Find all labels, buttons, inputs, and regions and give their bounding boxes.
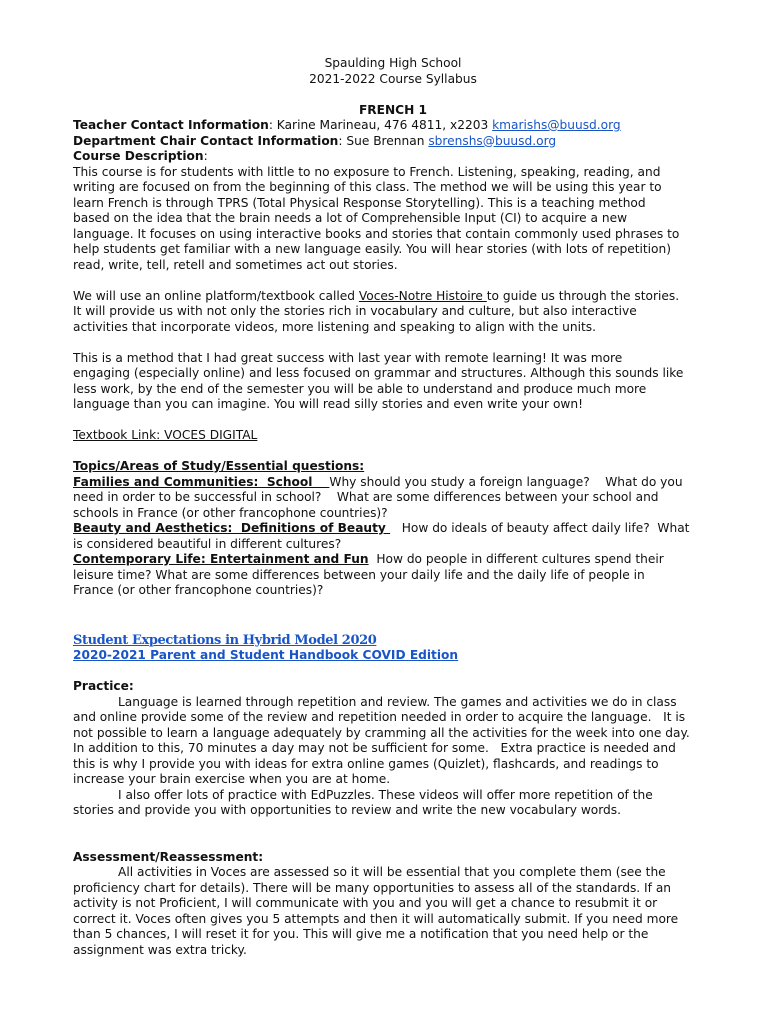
- assessment-line: assignment was extra tricky.: [73, 942, 247, 957]
- practice-line: increase your brain exercise when you are at home.: [73, 772, 391, 786]
- practice-line: this is why I provide you with ideas for extra online games (Quizlet), flashcards, and readings to: [73, 756, 659, 771]
- document-body: [73, 56, 713, 958]
- beauty-topic: [73, 521, 713, 537]
- syllabus-year: 2021-2022 Course Syllabus: [309, 71, 477, 86]
- voces-textbook-link[interactable]: Voces-Notre Histoire: [358, 288, 487, 303]
- topics-heading: Topics/Areas of Study/Essential questions:: [73, 459, 365, 473]
- method-line: This is a method that I had great success with last year with remote learning! It was more: [73, 350, 623, 365]
- practice-section: [73, 679, 713, 819]
- description-line: based on the idea that the brain needs a lot of Comprehensible Input (CI) to acquire a new: [73, 211, 628, 225]
- description-line: help students get familiar with a new language easily. You will hear stories (with lots of repetition): [73, 242, 671, 256]
- edpuzzle-line: stories and provide you with opportunities to review and write the new vocabulary words.: [73, 803, 622, 817]
- description-line: learn French is through TPRS (Total Physical Response Storytelling). This is a teaching method: [73, 195, 646, 210]
- families-topic: [73, 475, 713, 491]
- method-paragraph: [73, 351, 713, 413]
- life-label: Contemporary Life: Entertainment and Fun: [73, 552, 369, 566]
- expectations-link[interactable]: Student Expectations in Hybrid Model 2020: [73, 632, 377, 648]
- teacher-contact-text: : Karine Marineau, 476 4811, x2203: [268, 118, 493, 132]
- course-description-label: Course Description: [73, 149, 204, 163]
- beauty-line: is considered beautiful in different cultures?: [73, 536, 342, 551]
- platform-prefix: We will use an online platform/textbook called: [73, 288, 359, 303]
- families-question: Why should you study a foreign language? What do you: [329, 474, 683, 489]
- assessment-heading: Assessment/Reassessment:: [73, 849, 264, 864]
- description-line: writing are focused on from the beginning of this class. The method we will be using this year to: [73, 180, 662, 194]
- assessment-line: correct it. Voces often gives you 5 attempts and then it will automatically submit. If you need more: [73, 911, 679, 926]
- practice-line: not possible to learn a language adequately by cramming all the activities for the week into one day.: [73, 725, 690, 740]
- families-line: schools in France (or other francophone countries)?: [73, 505, 388, 520]
- assessment-section: [73, 850, 713, 959]
- course-description-heading: [73, 149, 713, 165]
- handbook-link[interactable]: 2020-2021 Parent and Student Handbook COVID Edition: [73, 648, 459, 662]
- assessment-line: than 5 chances, I will reset it for you. This will give me a notification that you need help or the: [73, 927, 649, 941]
- method-line: less work, by the end of the semester you will be able to understand and produce much more: [73, 381, 647, 396]
- chair-email-link[interactable]: sbrenshs@buusd.org: [428, 133, 557, 148]
- practice-line: and online provide some of the review and repetition needed in order to acquire the language. It is: [73, 710, 686, 724]
- textbook-link[interactable]: Textbook Link: VOCES DIGITAL: [73, 428, 258, 442]
- chair-contact-label: Department Chair Contact Information: [73, 133, 339, 148]
- platform-suffix: to guide us through the stories.: [486, 288, 680, 303]
- teacher-contact: [73, 118, 713, 134]
- life-question: How do people in different cultures spend their: [368, 552, 664, 566]
- beauty-question: How do ideals of beauty affect daily life? What: [390, 521, 690, 535]
- life-topic: [73, 552, 713, 568]
- practice-heading: Practice:: [73, 679, 134, 693]
- chair-contact: [73, 134, 713, 150]
- course-description-colon: :: [203, 149, 208, 163]
- method-line: language than you can imagine. You will read silly stories and even write your own!: [73, 397, 583, 411]
- school-name: Spaulding High School: [324, 56, 462, 70]
- life-line: leisure time? What are some differences between your daily life and the daily life of people in: [73, 567, 645, 582]
- families-line: need in order to be successful in school? What are some differences between your school and: [73, 490, 659, 504]
- families-label: Families and Communities: School: [73, 474, 330, 489]
- platform-paragraph: [73, 289, 713, 336]
- description-line: This course is for students with little to no exposure to French. Listening, speaking, reading, and: [73, 164, 661, 179]
- topics-section: [73, 459, 713, 599]
- platform-line: activities that incorporate videos, more listening and speaking to align with the units.: [73, 319, 596, 334]
- platform-line-1: [73, 289, 713, 305]
- course-title: FRENCH 1: [358, 102, 428, 117]
- edpuzzle-line: I also offer lots of practice with EdPuzzles. These videos will offer more repetition of the: [118, 787, 653, 802]
- assessment-line: activity is not Proficient, I will communicate with you and you will get a chance to resubmit it or: [73, 896, 658, 910]
- practice-line: In addition to this, 70 minutes a day may not be sufficient for some. Extra practice is needed and: [73, 741, 676, 755]
- beauty-label: Beauty and Aesthetics: Definitions of Beauty: [73, 521, 391, 535]
- practice-line: Language is learned through repetition and review. The games and activities we do in class: [118, 694, 677, 709]
- description-line: language. It focuses on using interactive books and stories that contain commonly used phrases to: [73, 226, 680, 241]
- course-description-text: [73, 165, 713, 274]
- description-line: read, write, tell, retell and sometimes act out stories.: [73, 257, 398, 272]
- teacher-contact-label: Teacher Contact Information: [73, 118, 269, 132]
- method-line: engaging (especially online) and less focused on grammar and structures. Although this sounds like: [73, 366, 684, 380]
- platform-line: It will provide us with not only the stories rich in vocabulary and culture, but also interactive: [73, 304, 637, 318]
- chair-contact-text: : Sue Brennan: [338, 133, 429, 148]
- assessment-line: proficiency chart for details). There will be many opportunities to assess all of the standards. If an: [73, 880, 672, 895]
- teacher-email-link[interactable]: kmarishs@buusd.org: [492, 118, 621, 132]
- life-line: France (or other francophone countries)?: [73, 583, 324, 597]
- assessment-line: All activities in Voces are assessed so it will be essential that you complete them (see the: [118, 865, 666, 879]
